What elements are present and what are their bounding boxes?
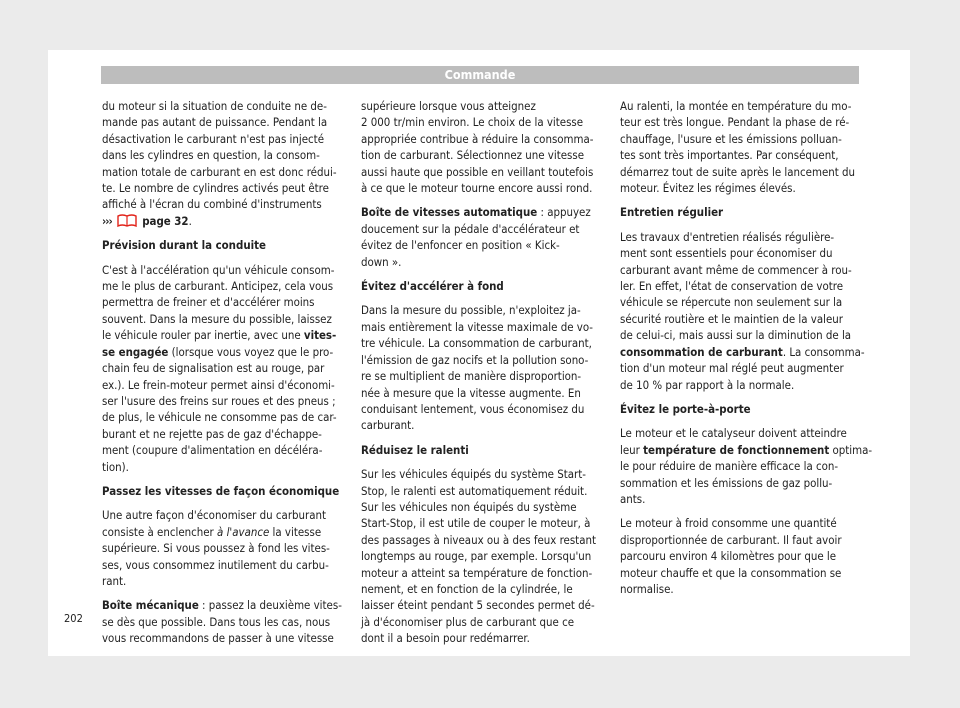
column-1 — [102, 98, 354, 655]
section-header: Commande — [101, 66, 859, 84]
heading: Entretien régulier — [620, 205, 724, 220]
heading: Évitez le porte-à-porte — [620, 401, 751, 416]
page-reference: page 32 — [142, 213, 189, 228]
column-3 — [620, 98, 872, 605]
paragraph: supérieure lorsque vous atteignez 2 000 tr/min environ. Le choix de la vitesse appropriée contribue à réduire la consomma- tion de carburant. Sélectionnez une vitesse aussi haute que possible en veillant toutefois à ce que le moteur tourne encore aussi rond. — [361, 99, 594, 196]
heading: Prévision durant la conduite — [102, 238, 266, 253]
heading: Évitez d'accélérer à fond — [361, 279, 504, 294]
paragraph: Le moteur à froid consomme une quantité disproportionnée de carburant. Il faut avoir parcouru environ 4 kilomètres pour que le moteur chauffe et que la consommation se normalise. — [620, 516, 842, 596]
paragraph: Boîte mécanique : passez la deuxième vites- se dès que possible. Dans tous les cas, nous vous recommandons de passer à une vitesse — [102, 598, 342, 646]
paragraph: Les travaux d'entretien réalisés régulière- ment sont essentiels pour économiser du carburant avant même de commencer à rou- ler. En effet, l'état de conservation de votre véhicule se répercute non seulement sur la sécurité routière et le maintien de la valeur de celui-ci, mais aussi sur la diminution de la consommation de carburant. La consomma- tion d'un moteur mal réglé peut augmenter de 10 % par rapport à la normale. — [620, 229, 865, 392]
paragraph: du moteur si la situation de conduite ne de- mande pas autant de puissance. Pendant la désactivation le carburant n'est pas injecté dans les cylindres en question, la consom- mation totale de carburant en est donc rédui- te. Le nombre de cylindres activés peut être affiché à l'écran du combiné d'instruments ››› page 32. — [102, 98, 354, 229]
paragraph: Au ralenti, la montée en température du mo- teur est très longue. Pendant la phase de ré- chauffage, l'usure et les émissions polluan- tes sont très importantes. Par conséquent, démarrez tout de suite après le lancement du moteur. Évitez les régimes élevés. — [620, 99, 856, 196]
page-number: 202 — [64, 612, 83, 625]
paragraph: C'est à l'accélération qu'un véhicule consom- me le plus de carburant. Anticipez, cela vous permettra de freiner et d'accélérer moins souvent. Dans la mesure du possible, laissez le véhicule rouler par inertie, avec une vites- se engagée (lorsque vous voyez que le pro- chain feu de signalisation est au rouge, par ex.). Le frein-moteur permet ainsi d'économi- ser l'usure des freins sur roues et des pneus ; de plus, le véhicule ne consomme pas de car- burant et ne rejette pas de gaz d'échappe- ment (coupure d'alimentation en décéléra- tion). — [102, 262, 337, 474]
paragraph: Sur les véhicules équipés du système Start- Stop, le ralenti est automatiquement réduit. Sur les véhicules non équipés du système Start-Stop, il est utile de couper le moteur, à des passages à niveaux ou à des feux restant longtemps au rouge, par exemple. Lorsqu'un moteur a atteint sa température de fonction- nement, et en fonction de la cylindrée, le laisser éteint pendant 5 secondes permet dé- jà d'économiser plus de carburant que ce dont il a besoin pour redémarrer. — [361, 467, 596, 646]
column-2 — [361, 98, 613, 655]
paragraph: Boîte de vitesses automatique : appuyez doucement sur la pédale d'accélérateur et évitez de l'enfoncer en position « Kick- down ». — [361, 205, 591, 269]
paragraph: Le moteur et le catalyseur doivent atteindre leur température de fonctionnement optima- le pour réduire de manière efficace la con- sommation et les émissions de gaz pollu- ants. — [620, 426, 873, 506]
heading: Réduisez le ralenti — [361, 442, 469, 457]
cross-reference[interactable]: ››› page 32. — [102, 213, 192, 228]
paragraph: Une autre façon d'économiser du carburant consiste à enclencher à l'avance la vitesse supérieure. Si vous poussez à fond les vites- ses, vous consommez inutilement du carbu- rant. — [102, 508, 330, 588]
book-icon — [117, 214, 137, 227]
heading: Passez les vitesses de façon économique — [102, 483, 340, 498]
reference-arrow-icon: ››› — [102, 213, 112, 228]
paragraph: Dans la mesure du possible, n'exploitez ja- mais entièrement la vitesse maximale de vo- tre véhicule. La consommation de carburant, l'émission de gaz nocifs et la pollution sono- re se multiplient de manière disproportion- née à mesure que la vitesse augmente. En conduisant lentement, vous économisez du carburant. — [361, 303, 594, 433]
